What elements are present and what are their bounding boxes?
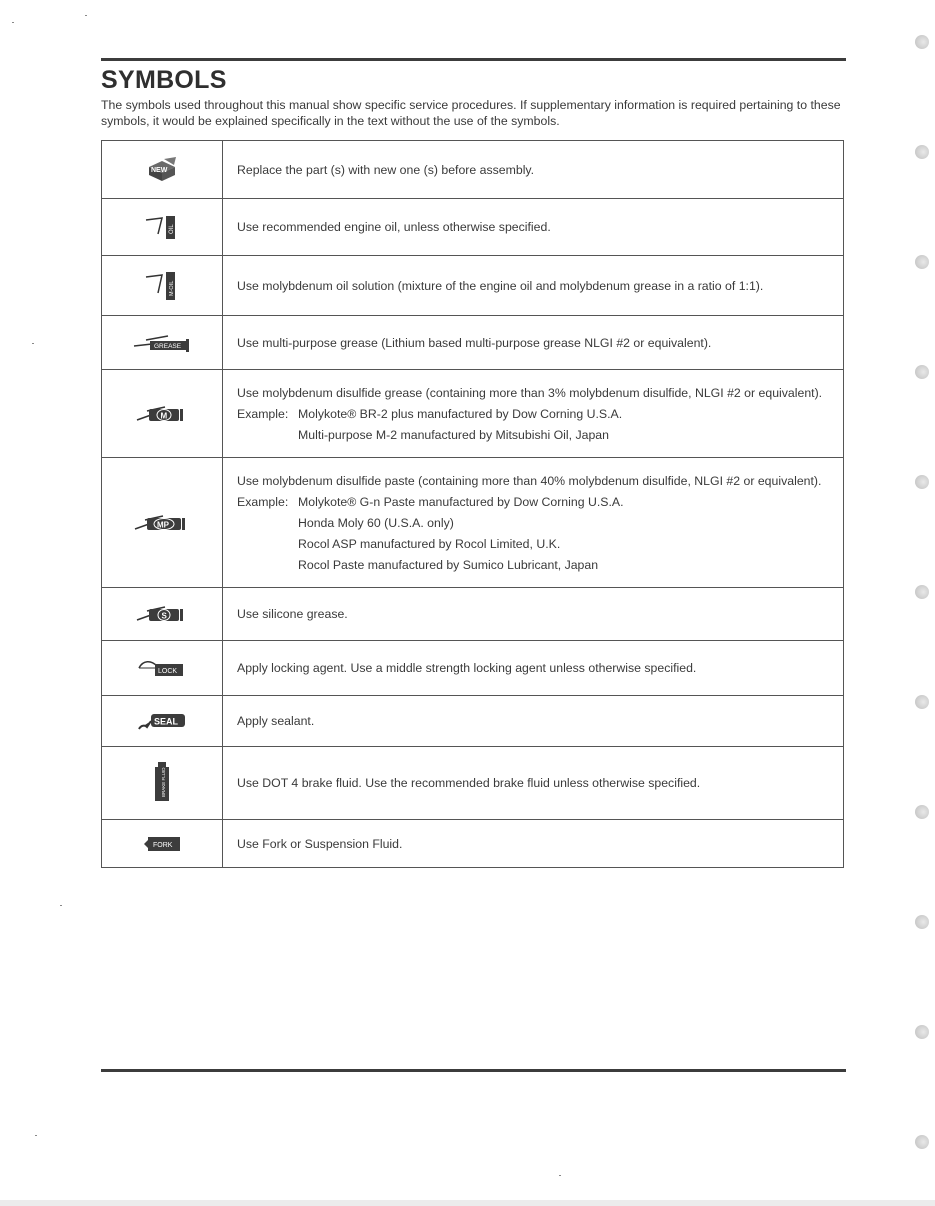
binder-hole-icon (915, 145, 929, 159)
icon-label: SEAL (154, 716, 179, 727)
bottom-rule (101, 1069, 846, 1072)
example-item: Multi-purpose M-2 manufactured by Mitsubishi Oil, Japan (298, 427, 609, 442)
symbols-table (101, 140, 844, 868)
fork-fluid-icon (102, 834, 222, 854)
row-text: Use molybdenum disulfide paste (containing more than 40% molybdenum disulfide, NLGI #2 or equivalent). (237, 473, 822, 488)
icon-label: FORK (153, 841, 173, 849)
binder-hole-icon (915, 915, 929, 929)
binder-hole-icon (915, 365, 929, 379)
scan-speck (60, 905, 62, 906)
table-row (102, 458, 844, 588)
binder-hole-icon (915, 255, 929, 269)
description-cell (223, 820, 844, 868)
table-row (102, 256, 844, 316)
table-row (102, 141, 844, 199)
example-item: Molykote® BR-2 plus manufactured by Dow Corning U.S.A. (298, 406, 623, 421)
icon-cell (102, 370, 223, 458)
table-row (102, 588, 844, 641)
brake-fluid-icon (102, 761, 222, 805)
icon-cell (102, 316, 223, 370)
row-text: Replace the part (s) with new one (s) before assembly. (237, 162, 535, 177)
icon-cell (102, 141, 223, 199)
table-row (102, 696, 844, 747)
row-text: Apply sealant. (237, 714, 315, 728)
description-cell (223, 370, 844, 458)
binder-hole-icon (915, 695, 929, 709)
example-line (237, 494, 829, 510)
example-label: Example: (237, 494, 289, 509)
icon-label: MP (157, 520, 169, 529)
binder-hole-icon (915, 35, 929, 49)
example-item: Molykote® G-n Paste manufactured by Dow Corning U.S.A. (298, 494, 624, 509)
icon-label: S (161, 611, 167, 621)
top-rule (101, 58, 846, 61)
binder-hole-icon (915, 1025, 929, 1039)
scan-edge (0, 1200, 935, 1206)
description-cell (223, 641, 844, 696)
scan-speck (12, 22, 14, 23)
icon-label: OIL (169, 224, 175, 234)
intro-paragraph: The symbols used throughout this manual show specific service procedures. If supplementary information is required pertaining to these symbols, it would be explained specifically in the text without the use of the symbols. (101, 98, 841, 128)
description-cell (223, 316, 844, 370)
page-title: SYMBOLS (101, 66, 227, 94)
icon-cell (102, 199, 223, 256)
grease-icon (102, 332, 222, 354)
example-line (237, 406, 829, 422)
icon-cell (102, 747, 223, 820)
binder-hole-icon (915, 805, 929, 819)
molybdenum-grease-icon (102, 403, 222, 425)
row-text: Use recommended engine oil, unless otherwise specified. (237, 220, 551, 234)
icon-cell (102, 256, 223, 316)
icon-cell (102, 588, 223, 641)
scan-speck (32, 343, 34, 344)
description-cell (223, 588, 844, 641)
new-part-icon (102, 155, 222, 185)
icon-cell (102, 458, 223, 588)
scan-speck (559, 1175, 561, 1176)
table-row (102, 199, 844, 256)
icon-label: LOCK (158, 668, 178, 675)
locking-agent-icon (102, 656, 222, 680)
icon-cell (102, 641, 223, 696)
description-cell (223, 199, 844, 256)
row-text: Use Fork or Suspension Fluid. (237, 836, 403, 851)
table-row (102, 641, 844, 696)
table-row (102, 370, 844, 458)
table-row (102, 747, 844, 820)
binder-hole-icon (915, 475, 929, 489)
row-text: Use molybdenum disulfide grease (containing more than 3% molybdenum disulfide, NLGI #2 or equivalent). (237, 385, 823, 400)
row-text: Use DOT 4 brake fluid. Use the recommended brake fluid unless otherwise specified. (237, 776, 701, 790)
molybdenum-paste-icon (102, 512, 222, 534)
example-item: Rocol Paste manufactured by Sumico Lubricant, Japan (298, 557, 599, 572)
table-row (102, 820, 844, 868)
binder-hole-icon (915, 585, 929, 599)
description-cell (223, 256, 844, 316)
icon-label: M (160, 411, 168, 420)
example-item: Rocol ASP manufactured by Rocol Limited, U.K. (298, 536, 561, 551)
example-label: Example: (237, 406, 289, 421)
icon-label: M-OIL (169, 280, 175, 296)
description-cell (223, 696, 844, 747)
row-text: Use silicone grease. (237, 607, 348, 621)
sealant-icon (102, 709, 222, 733)
row-text: Use molybdenum oil solution (mixture of the engine oil and molybdenum grease in a ratio of 1:1). (237, 278, 764, 293)
description-cell (223, 747, 844, 820)
icon-label: GREASE (154, 342, 182, 350)
icon-cell (102, 696, 223, 747)
scan-speck (35, 1135, 37, 1136)
description-cell (223, 458, 844, 588)
icon-label: NEW (151, 166, 168, 174)
icon-label: BRAKE FLUID (161, 767, 166, 797)
table-row (102, 316, 844, 370)
binder-hole-icon (915, 1135, 929, 1149)
silicone-grease-icon (102, 603, 222, 625)
description-cell (223, 141, 844, 199)
row-text: Apply locking agent. Use a middle strength locking agent unless otherwise specified. (237, 661, 697, 675)
row-text: Use multi-purpose grease (Lithium based multi-purpose grease NLGI #2 or equivalent). (237, 335, 712, 350)
molybdenum-oil-icon (102, 269, 222, 303)
engine-oil-icon (102, 212, 222, 242)
icon-cell (102, 820, 223, 868)
scan-speck (85, 15, 87, 16)
example-item: Honda Moly 60 (U.S.A. only) (298, 515, 454, 530)
